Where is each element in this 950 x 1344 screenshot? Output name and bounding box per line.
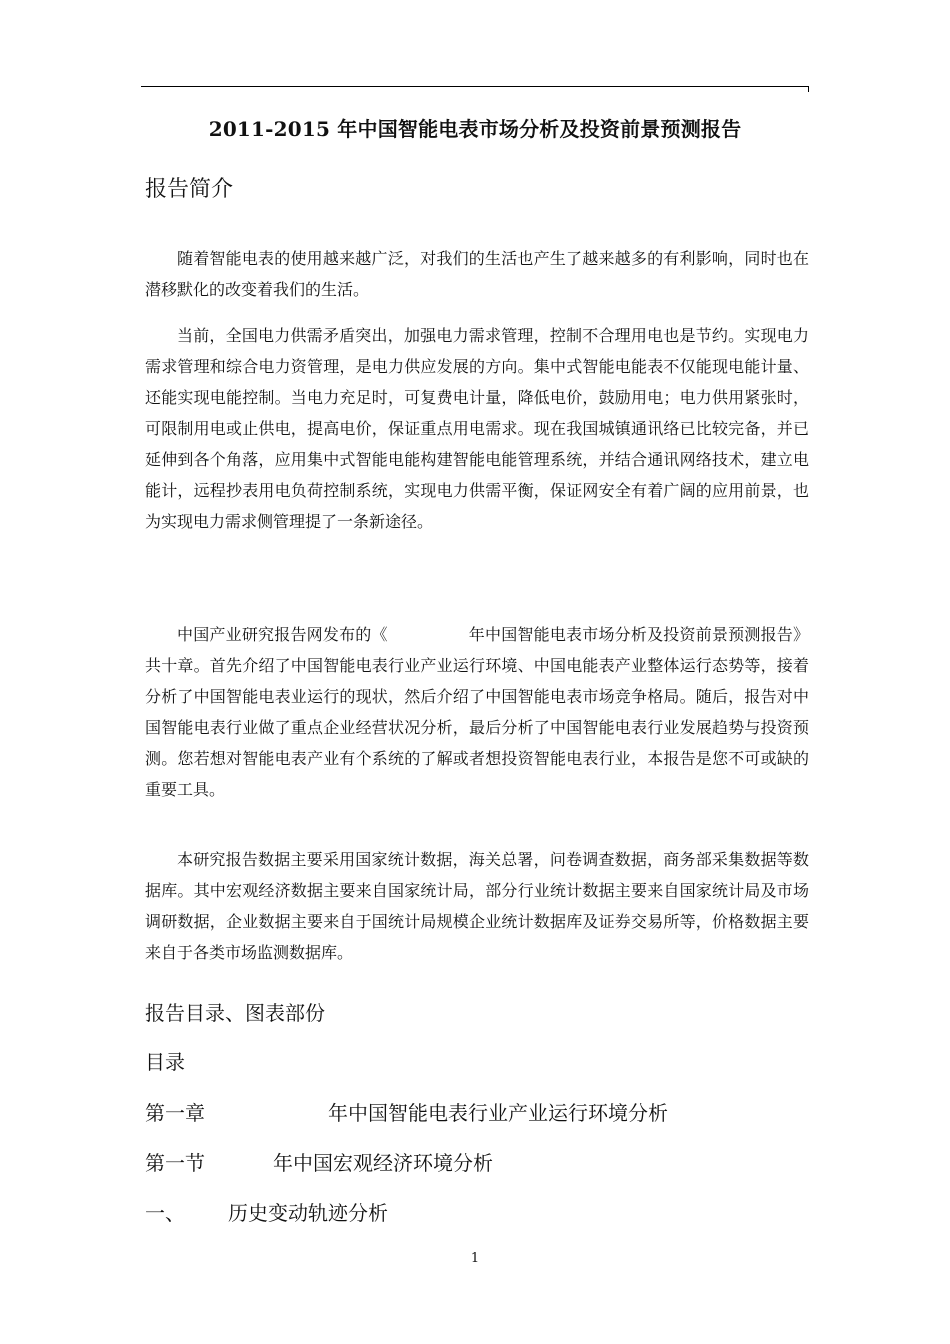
toc-entry-label: 第一章: [145, 1101, 205, 1125]
paragraph-3: 中国产业研究报告网发布的《 年中国智能电表市场分析及投资前景预测报告》共十章。首先介绍了中国智能电表行业产业运行环境、中国电能表产业整体运行态势等，接着分析了中国智能电表业运行的现状，然后介绍了中国智能电表市场竞争格局。随后，报告对中国智能电表行业做了重点企业经营状况分析，最后分析了中国智能电表行业发展趋势与投资预测。您若想对智能电表产业有个系统的了解或者想投资智能电表行业，本报告是您不可或缺的重要工具。: [145, 625, 809, 799]
toc-entry-text: 年中国智能电表行业产业运行环境分析: [328, 1101, 668, 1125]
report-title: 2011-2015 年中国智能电表市场分析及投资前景预测报告: [208, 117, 742, 141]
toc-entry-item-1[interactable]: [145, 1197, 388, 1226]
section-heading-toc: 目录: [145, 1050, 185, 1074]
paragraph-2: 当前，全国电力供需矛盾突出，加强电力需求管理，控制不合理用电也是节约。实现电力需求管理和综合电力资管理，是电力供应发展的方向。集中式智能电能表不仅能现电能计量、还能实现电能控制。当电力充足时，可复费电计量，降低电价，鼓励用电；电力供用紧张时，可限制用电或止供电，提高电价，保证重点用电需求。现在我国城镇通讯络已比较完备，并已延伸到各个角落，应用集中式智能电能构建智能电能管理系统，并结合通讯网络技术，建立电能计，远程抄表用电负荷控制系统，实现电力供需平衡，保证网安全有着广阔的应用前景，也为实现电力需求侧管理提了一条新途径。: [145, 326, 809, 531]
toc-entry-label: 一、: [145, 1201, 185, 1225]
paragraph-4: 本研究报告数据主要采用国家统计数据，海关总署，问卷调查数据，商务部采集数据等数据库。其中宏观经济数据主要来自国家统计局，部分行业统计数据主要来自国家统计局及市场调研数据，企业数据主要来自于国统计局规模企业统计数据库及证券交易所等，价格数据主要来自于各类市场监测数据库。: [145, 850, 809, 962]
paragraph-1: 随着智能电表的使用越来越广泛，对我们的生活也产生了越来越多的有利影响，同时也在潜移默化的改变着我们的生活。: [145, 249, 809, 299]
page-number: 1: [470, 1251, 480, 1266]
header-rule: [141, 86, 808, 87]
toc-entry-chapter-1[interactable]: [145, 1097, 668, 1126]
section-heading-toc-charts: 报告目录、图表部份: [145, 1001, 325, 1025]
toc-entry-section-1[interactable]: [145, 1147, 493, 1176]
toc-entry-text: 历史变动轨迹分析: [228, 1201, 388, 1225]
toc-entry-text: 年中国宏观经济环境分析: [273, 1151, 493, 1175]
section-heading-intro: 报告简介: [145, 177, 234, 202]
toc-entry-label: 第一节: [145, 1151, 205, 1175]
header-rule-tick: [808, 86, 809, 92]
